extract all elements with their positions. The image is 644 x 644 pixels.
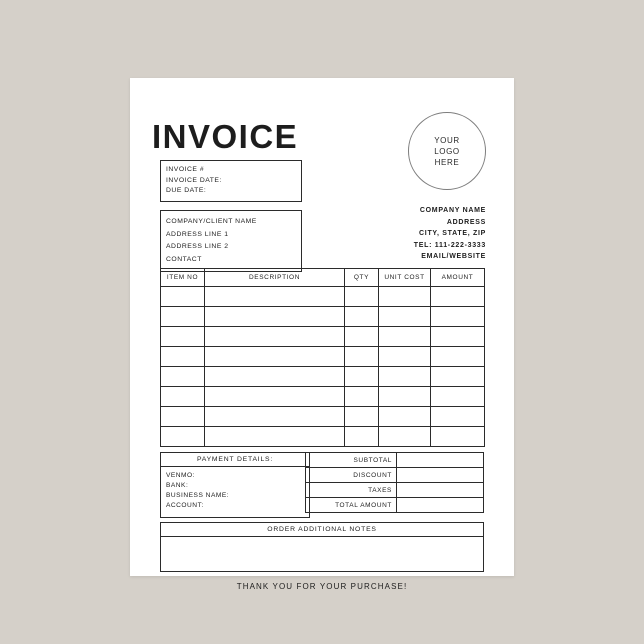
cell-item-no[interactable] xyxy=(161,387,205,407)
logo-placeholder xyxy=(408,112,486,190)
cell-qty[interactable] xyxy=(345,287,379,307)
totals-label-total-amount: TOTAL AMOUNT xyxy=(306,498,397,513)
payment-details-box xyxy=(160,452,310,518)
payment-field-bank: BANK: xyxy=(166,482,189,489)
cell-amount[interactable] xyxy=(431,287,485,307)
table-row[interactable] xyxy=(161,347,485,367)
cell-qty[interactable] xyxy=(345,407,379,427)
invoice-content xyxy=(152,100,492,591)
cell-amount[interactable] xyxy=(431,327,485,347)
cell-description[interactable] xyxy=(205,407,345,427)
cell-unit-cost[interactable] xyxy=(379,427,431,447)
page-title: INVOICE xyxy=(152,118,299,155)
cell-amount[interactable] xyxy=(431,387,485,407)
cell-item-no[interactable] xyxy=(161,367,205,387)
table-row[interactable] xyxy=(161,427,485,447)
payment-field-business-name: BUSINESS NAME: xyxy=(166,492,230,499)
column-header-unit-cost: UNIT COST xyxy=(379,269,431,287)
totals-label-discount: DISCOUNT xyxy=(306,468,397,483)
totals-value-discount[interactable] xyxy=(397,468,484,483)
payment-details-fields xyxy=(161,467,309,517)
totals-label-taxes: TAXES xyxy=(306,483,397,498)
cell-description[interactable] xyxy=(205,427,345,447)
cell-item-no[interactable] xyxy=(161,327,205,347)
cell-description[interactable] xyxy=(205,307,345,327)
thank-you-message: THANK YOU FOR YOUR PURCHASE! xyxy=(236,582,408,591)
client-name-label: COMPANY/CLIENT NAME xyxy=(166,218,257,225)
company-details xyxy=(336,205,486,263)
table-header-row xyxy=(161,269,485,287)
line-items-table xyxy=(160,268,485,447)
cell-description[interactable] xyxy=(205,327,345,347)
cell-amount[interactable] xyxy=(431,367,485,387)
totals-row-total-amount xyxy=(306,498,484,513)
cell-item-no[interactable] xyxy=(161,307,205,327)
company-address: ADDRESS xyxy=(446,218,486,226)
cell-qty[interactable] xyxy=(345,307,379,327)
totals-row-taxes xyxy=(306,483,484,498)
cell-description[interactable] xyxy=(205,367,345,387)
totals-table xyxy=(305,452,484,513)
column-header-description: DESCRIPTION xyxy=(205,269,345,287)
due-date-label: DUE DATE: xyxy=(166,187,207,194)
column-header-amount: AMOUNT xyxy=(431,269,485,287)
column-header-qty: QTY xyxy=(345,269,379,287)
totals-row-discount xyxy=(306,468,484,483)
payment-field-account: ACCOUNT: xyxy=(166,502,204,509)
cell-qty[interactable] xyxy=(345,387,379,407)
cell-unit-cost[interactable] xyxy=(379,387,431,407)
cell-item-no[interactable] xyxy=(161,347,205,367)
table-row[interactable] xyxy=(161,367,485,387)
totals-value-total-amount[interactable] xyxy=(397,498,484,513)
table-row[interactable] xyxy=(161,287,485,307)
cell-unit-cost[interactable] xyxy=(379,307,431,327)
table-row[interactable] xyxy=(161,307,485,327)
company-telephone: TEL: 111-222-3333 xyxy=(413,241,486,249)
cell-unit-cost[interactable] xyxy=(379,287,431,307)
cell-unit-cost[interactable] xyxy=(379,347,431,367)
cell-description[interactable] xyxy=(205,347,345,367)
client-address-line-1-label: ADDRESS LINE 1 xyxy=(166,230,229,238)
cell-amount[interactable] xyxy=(431,347,485,367)
cell-qty[interactable] xyxy=(345,427,379,447)
client-details-box xyxy=(160,210,302,272)
cell-qty[interactable] xyxy=(345,327,379,347)
totals-row-subtotal xyxy=(306,453,484,468)
order-notes-box xyxy=(160,522,484,572)
table-row[interactable] xyxy=(161,387,485,407)
company-email: EMAIL/WEBSITE xyxy=(421,253,486,260)
logo-line-1: YOUR xyxy=(434,135,460,145)
company-name: COMPANY NAME xyxy=(419,207,486,214)
totals-value-subtotal[interactable] xyxy=(397,453,484,468)
cell-item-no[interactable] xyxy=(161,407,205,427)
invoice-meta-box xyxy=(160,160,302,202)
payment-field-venmo: VENMO: xyxy=(166,472,196,479)
invoice-document xyxy=(130,78,514,591)
cell-unit-cost[interactable] xyxy=(379,367,431,387)
client-contact-label: CONTACT xyxy=(166,255,202,263)
cell-amount[interactable] xyxy=(431,427,485,447)
table-row[interactable] xyxy=(161,407,485,427)
cell-unit-cost[interactable] xyxy=(379,327,431,347)
cell-description[interactable] xyxy=(205,287,345,307)
cell-item-no[interactable] xyxy=(161,427,205,447)
cell-qty[interactable] xyxy=(345,367,379,387)
invoice-number-label: INVOICE # xyxy=(166,166,205,173)
order-notes-field[interactable] xyxy=(161,537,483,571)
cell-qty[interactable] xyxy=(345,347,379,367)
totals-value-taxes[interactable] xyxy=(397,483,484,498)
client-address-line-2-label: ADDRESS LINE 2 xyxy=(166,243,229,250)
totals-label-subtotal: SUBTOTAL xyxy=(306,453,397,468)
logo-line-3: HERE xyxy=(434,157,460,167)
cell-unit-cost[interactable] xyxy=(379,407,431,427)
cell-description[interactable] xyxy=(205,387,345,407)
table-row[interactable] xyxy=(161,327,485,347)
column-header-item-no: ITEM NO xyxy=(161,269,205,287)
company-city-state-zip: CITY, STATE, ZIP xyxy=(419,230,486,237)
logo-line-2: LOGO xyxy=(434,146,460,156)
payment-details-heading: PAYMENT DETAILS: xyxy=(161,453,309,467)
cell-amount[interactable] xyxy=(431,307,485,327)
invoice-date-label: INVOICE DATE: xyxy=(166,176,222,184)
cell-item-no[interactable] xyxy=(161,287,205,307)
order-notes-heading: ORDER ADDITIONAL NOTES xyxy=(161,523,483,537)
cell-amount[interactable] xyxy=(431,407,485,427)
